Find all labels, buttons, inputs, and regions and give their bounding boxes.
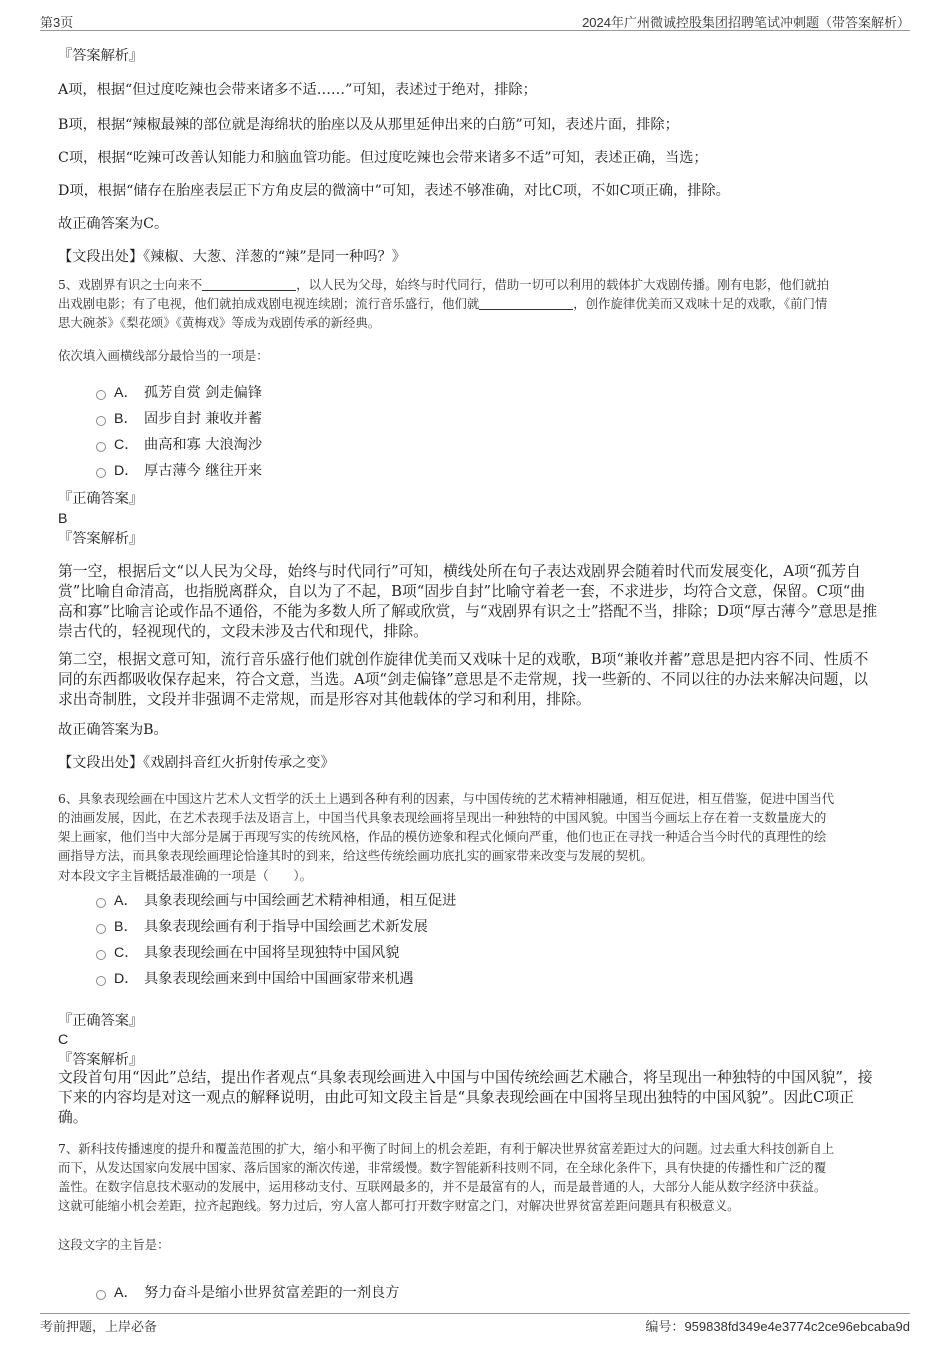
option-key: A．	[114, 893, 138, 909]
q5-option-b[interactable]	[96, 409, 262, 429]
text-line: 架上画家，他们当中大部分是属于再现写实的传统风格，作品的模仿迹象和程式化倾向严重，他们也正在寻找一种适合当今时代的真理性的绘	[58, 829, 827, 844]
page-number: 第3页	[40, 15, 74, 30]
option-key: C．	[114, 437, 139, 453]
footer-code	[645, 1316, 910, 1335]
q5-option-a[interactable]	[96, 383, 262, 403]
q6-option-c[interactable]	[96, 943, 399, 963]
option-text: 孤芳自赏 剑走偏锋	[144, 385, 263, 401]
q4-analysis-c: C项，根据“吃辣可改善认知能力和脑血管功能。但过度吃辣也会带来诸多不适”可知，表述正确，当选；	[58, 150, 708, 166]
text-line: 赏”比喻自命清高，也指脱离群众，自以为了不起，B项“固步自封”比喻守着老一套，不求进步，均符合文意，保留。C项“曲	[58, 583, 866, 600]
radio-icon[interactable]	[96, 924, 106, 934]
q6-stem	[58, 789, 834, 865]
q7-option-a[interactable]	[96, 1283, 399, 1303]
q6-option-d[interactable]	[96, 969, 414, 989]
option-key: C．	[114, 945, 139, 961]
option-text: 固步自封 兼收并蓄	[144, 411, 263, 427]
radio-icon[interactable]	[96, 950, 106, 960]
q6-analysis	[58, 1068, 873, 1128]
radio-icon[interactable]	[96, 468, 106, 478]
option-key: B．	[114, 919, 138, 935]
q5-stem-part4: ，创作旋律优美而又戏味十足的戏歌，《前门情	[573, 296, 828, 311]
q6-answer: C	[58, 1032, 69, 1048]
radio-icon[interactable]	[96, 390, 106, 400]
option-text: 具象表现绘画来到中国给中国画家带来机遇	[144, 971, 414, 987]
q4-conclusion: 故正确答案为C。	[58, 216, 169, 232]
q5-stem-part3: 出戏剧电影；有了电视，他们就拍成戏剧电视连续剧；流行音乐盛行，他们就	[58, 296, 480, 311]
q4-analysis-tag: 『答案解析』	[58, 48, 144, 64]
q5-stem-line3: 思大碗茶》《梨花颂》《黄梅戏》等成为戏剧传承的新经典。	[58, 315, 381, 330]
q5-stem-part1: 5、戏剧界有识之士向来不	[58, 277, 203, 292]
q5-source: 【文段出处】《戏剧抖音红火折射传承之变》	[58, 755, 335, 771]
text-line: 下来的内容均是对这一观点的解释说明，由此可知文段主旨是“具象表现绘画在中国将呈现出独特的中国风貌”。因此C项正	[58, 1089, 854, 1106]
q4-analysis-a: A项，根据“但过度吃辣也会带来诸多不适……”可知，表述过于绝对，排除；	[58, 82, 537, 98]
footer-slogan: 考前押题，上岸必备	[40, 1319, 158, 1334]
footer-code-value: 959838fd349e4e3774c2ce96ebcaba9d	[684, 1319, 910, 1334]
text-line: 画指导方法，而具象表现绘画理论恰逢其时的到来，给这些传统绘画功底扎实的画家带来改变与发展的契机。	[58, 848, 653, 863]
text-line: 确。	[58, 1109, 88, 1126]
q4-analysis-d: D项，根据“储存在胎座表层正下方角皮层的微滴中”可知，表述不够准确，对比C项，不如C项正确，排除。	[58, 183, 730, 199]
text-line: 盖性。在数字信息技术驱动的发展中，运用移动支付、互联网最多的，并不是最富有的人，而是最普通的人，大部分人能从数字经济中获益。	[58, 1179, 827, 1194]
radio-icon[interactable]	[96, 416, 106, 426]
q6-option-a[interactable]	[96, 891, 456, 911]
text-line: 崇古代的，轻视现代的，文段未涉及古代和现代，排除。	[58, 623, 428, 640]
q5-question: 依次填入画横线部分最恰当的一项是：	[58, 348, 269, 363]
text-line: 7、新科技传播速度的提升和覆盖范围的扩大，缩小和平衡了时间上的机会差距，有利于解决世界贫富差距过大的问题。过去重大科技创新自上	[58, 1141, 835, 1156]
q6-question: 对本段文字主旨概括最准确的一项是（ ）。	[58, 868, 313, 883]
q5-option-d[interactable]	[96, 461, 262, 481]
option-key: D．	[114, 463, 139, 479]
option-text: 具象表现绘画与中国绘画艺术精神相通，相互促进	[144, 893, 457, 909]
q5-conclusion: 故正确答案为B。	[58, 722, 168, 738]
text-line: 求出奇制胜，文段并非强调不走常规，而是形容对其他载体的学习和利用，排除。	[58, 691, 591, 708]
text-line: 这就可能缩小机会差距，拉齐起跑线。努力过后，穷人富人都可打开数字财富之门，对解决世界贫富差距问题具有积极意义。	[58, 1198, 740, 1213]
option-key: B．	[114, 411, 138, 427]
q6-option-b[interactable]	[96, 917, 428, 937]
option-key: A．	[114, 385, 138, 401]
q5-stem-line2	[58, 294, 827, 313]
radio-icon[interactable]	[96, 1290, 106, 1300]
text-line: 同的东西都吸收保存起来，符合文意，当选。A项“剑走偏锋”意思是不走常规，找一些新的、不同以往的办法来解决问题，以	[58, 671, 869, 688]
q5-option-c[interactable]	[96, 435, 262, 455]
text-line: 第一空，根据后文“以人民为父母，始终与时代同行”可知，横线处所在句子表达戏剧界会随着时代而发展变化，A项“孤芳自	[58, 563, 861, 580]
document-title: 2024年广州微诚控股集团招聘笔试冲刺题（带答案解析）	[582, 15, 910, 30]
q5-blank-2	[479, 297, 573, 310]
text-line: 第二空，根据文意可知，流行音乐盛行他们就创作旋律优美而又戏味十足的戏歌，B项“兼收并蓄”意思是把内容不同、性质不	[58, 651, 869, 668]
q5-stem-line1	[58, 275, 829, 294]
q7-question: 这段文字的主旨是：	[58, 1237, 170, 1252]
footer-divider	[40, 1313, 910, 1314]
option-text: 努力奋斗是缩小世界贫富差距的一剂良方	[144, 1285, 400, 1301]
option-text: 厚古薄今 继往开来	[144, 463, 263, 479]
q6-analysis-tag: 『答案解析』	[58, 1052, 144, 1068]
option-text: 具象表现绘画有利于指导中国绘画艺术新发展	[144, 919, 428, 935]
q4-analysis-b: B项，根据“辣椒最辣的部位就是海绵状的胎座以及从那里延伸出来的白筋”可知，表述片面，排除；	[58, 117, 679, 133]
q4-source: 【文段出处】《辣椒、大葱、洋葱的“辣”是同一种吗？》	[58, 249, 406, 265]
option-text: 具象表现绘画在中国将呈现独特中国风貌	[144, 945, 400, 961]
text-line: 文段首句用“因此”总结，提出作者观点“具象表现绘画进入中国与中国传统绘画艺术融合，将呈现出一种独特的中国风貌”，接	[58, 1069, 873, 1086]
q5-analysis-para1	[58, 562, 877, 642]
option-text: 曲高和寡 大浪淘沙	[144, 437, 263, 453]
q5-blank-1	[202, 278, 296, 291]
option-key: D．	[114, 971, 139, 987]
option-key: A．	[114, 1285, 138, 1301]
q5-analysis-tag: 『答案解析』	[58, 531, 144, 547]
q5-answer: B	[58, 511, 68, 527]
text-line: 而下，从发达国家向发展中国家、落后国家的渐次传递，非常缓慢。数字智能新科技则不同，在全球化条件下，具有快捷的传播性和广泛的覆	[58, 1160, 827, 1175]
radio-icon[interactable]	[96, 442, 106, 452]
q5-stem-part2: ，以人民为父母，始终与时代同行，借助一切可以利用的载体扩大戏剧传播。刚有电影，他们就拍	[296, 277, 829, 292]
radio-icon[interactable]	[96, 976, 106, 986]
q7-stem	[58, 1139, 834, 1215]
text-line: 的油画发展，因此，在艺术表现手法及语言上，中国当代具象表现绘画将呈现出一种独特的中国风貌。中国当今画坛上存在着一支数量庞大的	[58, 810, 827, 825]
footer-code-label: 编号：	[645, 1319, 685, 1334]
header-divider	[40, 30, 910, 31]
text-line: 6、具象表现绘画在中国这片艺术人文哲学的沃土上遇到各种有利的因素，与中国传统的艺术精神相融通，相互促进，相互借鉴，促进中国当代	[58, 791, 835, 806]
q5-analysis-para2	[58, 650, 868, 710]
text-line: 高和寡”比喻言论或作品不通俗，不能为多数人所了解或欣赏，与“戏剧界有识之士”搭配不当，排除；D项“厚古薄今”意思是推	[58, 603, 878, 620]
q6-answer-tag: 『正确答案』	[58, 1013, 144, 1029]
radio-icon[interactable]	[96, 898, 106, 908]
q5-answer-tag: 『正确答案』	[58, 491, 144, 507]
